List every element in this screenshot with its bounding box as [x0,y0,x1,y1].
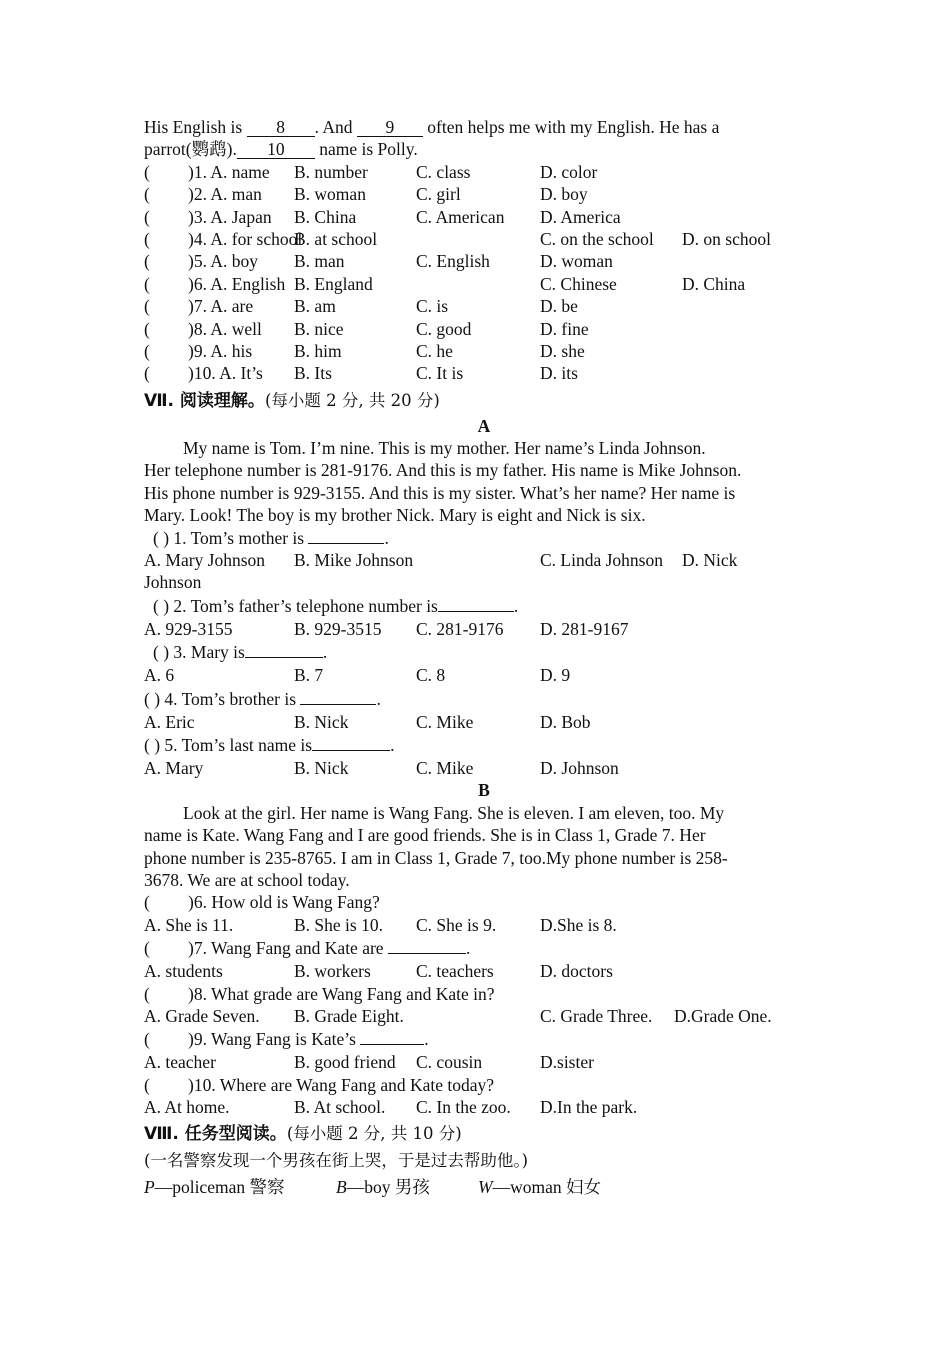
cloze-question-row [144,206,824,228]
cloze-question-row [144,340,824,362]
options-a2 [144,618,824,640]
answer-paren: ( [144,340,150,361]
question-text: ( ) 1. Tom’s mother is [153,527,305,548]
cloze-question-row [144,228,824,250]
option: A. 929-3155 [144,618,233,639]
option: A. At home. [144,1097,230,1118]
cloze-question-row [144,295,824,317]
cloze-option-d: D. be [540,296,578,317]
cloze-question-option-a: )3. A. Japan [188,206,272,227]
answer-paren: ( [144,184,150,205]
option: D. Bob [540,711,591,732]
option: B. Grade Eight. [294,1005,404,1026]
answer-blank [388,937,466,954]
cloze-option-d: D. its [540,363,578,384]
cloze-question-option-a: )6. A. English [188,273,286,294]
section-8-heading [144,1118,824,1148]
question-text: ( ) 4. Tom’s brother is [144,688,297,709]
passage-b-line: phone number is 235-8765. I am in Class 1, Grade 7, too.My phone number is 258- [144,847,728,868]
passage-a-line: Mary. Look! The boy is my brother Nick. Mary is eight and Nick is six. [144,505,646,526]
question-a3: ( ) 3. Mary is . [153,642,328,663]
cloze-option-c: C. girl [416,184,461,205]
answer-paren: ( [144,296,150,317]
cloze-option-c: C. Chinese [540,273,617,294]
cloze-text: often helps me with my English. He has a [422,117,720,137]
cloze-question-option-a: )9. A. his [188,340,253,361]
role-value: —woman 妇女 [492,1177,601,1198]
cloze-option-b: B. nice [294,318,344,339]
cloze-option-c: C. is [416,296,449,317]
answer-blank [300,688,376,705]
blank-9: 9 [357,118,423,137]
option: C. Grade Three. [540,1005,653,1026]
options-b7 [144,960,824,982]
options-a1 [144,549,824,571]
passage-b-line: 3678. We are at school today. [144,869,350,890]
answer-blank [438,595,514,612]
cloze-option-c: C. on the school [540,228,654,249]
option: A. Grade Seven. [144,1005,260,1026]
section-title: Ⅷ. 任务型阅读。 [144,1124,287,1145]
cloze-question-row [144,250,824,272]
cloze-question-row [144,161,824,183]
question-b10: ( )10. Where are Wang Fang and Kate today? [144,1074,495,1095]
option: B. At school. [294,1097,386,1118]
option: B. Nick [294,757,349,778]
question-b6: ( )6. How old is Wang Fang? [144,892,380,913]
question-text: )7. Wang Fang and Kate are [188,938,384,959]
cloze-line-2 [144,138,824,160]
option: C. 281-9176 [416,618,504,639]
question-a5: ( ) 5. Tom’s last name is . [144,734,395,755]
cloze-option-b: B. number [294,161,368,182]
passage-b-label: B [478,780,490,801]
passage-b-line: Look at the girl. Her name is Wang Fang. She is eleven. I am eleven, too. My [183,802,725,823]
cloze-question-option-a: )10. A. It’s [188,363,263,384]
cloze-option-c: C. good [416,318,472,339]
passage-a-label: A [477,415,491,436]
option: D. 9 [540,665,571,686]
question-text: )8. What grade are Wang Fang and Kate in? [188,983,495,1004]
cloze-option-b: B. him [294,340,342,361]
answer-paren: ( [144,318,150,339]
option: B. She is 10. [294,914,383,935]
answer-paren: ( [144,206,150,227]
cloze-question-row [144,318,824,340]
cloze-option-b: B. at school [294,228,378,249]
option: D. Nick [682,550,738,571]
question-text: ( ) 2. Tom’s father’s telephone number is [153,595,438,616]
option: B. workers [294,961,371,982]
option: C. She is 9. [416,914,497,935]
cloze-option-d: D. boy [540,184,588,205]
option: A. students [144,961,223,982]
option: C. Mike [416,711,474,732]
option: B. Mike Johnson [294,550,414,571]
cloze-option-d: D. on school [682,228,771,249]
cloze-option-d: D. fine [540,318,589,339]
section-7-heading [144,385,824,415]
option: D. Johnson [540,757,619,778]
options-b9 [144,1051,824,1073]
section-score: (每小题 2 分, 共 20 分) [264,390,440,410]
answer-blank [308,527,384,544]
question-a1: ( ) 1. Tom’s mother is . [153,527,389,548]
cloze-text: parrot(鹦鹉). [144,139,237,160]
cloze-text: His English is [144,117,247,137]
options-a1-wrap: Johnson [144,572,202,593]
question-text: )6. How old is Wang Fang? [188,892,380,913]
cloze-question-option-a: )2. A. man [188,184,262,205]
cloze-option-b: B. woman [294,184,366,205]
section-8-intro: (一名警察发现一个男孩在街上哭，于是过去帮助他。) [144,1151,529,1171]
role-key: P [144,1177,155,1198]
option: C. Linda Johnson [540,550,663,571]
section-title: Ⅶ. 阅读理解。 [144,390,265,411]
cloze-question-option-a: )1. A. name [188,161,270,182]
passage-a-line: His phone number is 929-3155. And this is my sister. What’s her name? Her name is [144,482,736,503]
question-a4: ( ) 4. Tom’s brother is . [144,688,381,709]
answer-paren: ( [144,273,150,294]
worksheet-page [144,116,824,1200]
options-a5 [144,757,824,779]
option: C. cousin [416,1052,483,1073]
option: D.Grade One. [674,1005,772,1026]
option: B. Nick [294,711,349,732]
cloze-option-b: B. Its [294,363,332,384]
cloze-option-c: C. It is [416,363,464,384]
answer-blank [312,734,390,751]
cloze-option-b: B. China [294,206,357,227]
cloze-text: . And [314,117,357,137]
option: B. good friend [294,1052,396,1073]
cloze-question-option-a: )7. A. are [188,296,254,317]
cloze-question-option-a: )4. A. for school [188,228,303,249]
question-b7: ( )7. Wang Fang and Kate are . [144,938,471,959]
option: A. Mary [144,757,204,778]
cloze-option-d: D. she [540,340,585,361]
role-key: W [478,1177,493,1198]
answer-blank [245,641,323,658]
question-text: )10. Where are Wang Fang and Kate today? [188,1074,495,1095]
option: A. Mary Johnson [144,550,266,571]
option: C. Mike [416,757,474,778]
answer-paren: ( [144,228,150,249]
cloze-question-option-a: )5. A. boy [188,251,258,272]
option: A. 6 [144,665,175,686]
option: B. 929-3515 [294,618,382,639]
options-b6 [144,914,824,936]
cloze-text: name is Polly. [314,139,418,160]
option: C. In the zoo. [416,1097,511,1118]
option: D. 281-9167 [540,618,629,639]
option: A. Eric [144,711,195,732]
cloze-question-list [144,161,824,385]
section-score: (每小题 2 分, 共 10 分) [286,1124,462,1144]
role-legend [144,1174,824,1200]
option: D.In the park. [540,1097,638,1118]
cloze-line-1 [144,116,824,138]
question-b8: ( )8. What grade are Wang Fang and Kate in? [144,983,495,1004]
role-key: B [336,1177,347,1198]
cloze-option-b: B. man [294,251,345,272]
cloze-option-d: D. woman [540,251,613,272]
option: A. She is 11. [144,914,234,935]
question-text: ( ) 5. Tom’s last name is [144,734,313,755]
option: A. teacher [144,1052,216,1073]
question-text: )9. Wang Fang is Kate’s [188,1029,356,1050]
option: D.She is 8. [540,914,617,935]
cloze-option-b: B. England [294,273,373,294]
cloze-option-b: B. am [294,296,336,317]
options-a4 [144,711,824,733]
option: B. 7 [294,665,324,686]
passage-a-line: Her telephone number is 281-9176. And this is my father. His name is Mike Johnson. [144,460,742,481]
role-value: —policeman 警察 [154,1177,285,1198]
cloze-question-row [144,183,824,205]
question-a2: ( ) 2. Tom’s father’s telephone number is . [153,595,519,616]
cloze-option-c: C. he [416,340,453,361]
options-a3 [144,664,824,686]
blank-10: 10 [237,140,315,159]
cloze-option-c: C. American [416,206,505,227]
options-b8 [144,1005,824,1027]
answer-paren: ( [144,161,150,182]
cloze-option-d: D. color [540,161,598,182]
cloze-option-c: C. English [416,251,490,272]
cloze-option-d: D. China [682,273,746,294]
answer-blank [360,1028,424,1045]
question-text: ( ) 3. Mary is [153,642,245,663]
cloze-option-c: C. class [416,161,471,182]
option: C. 8 [416,665,446,686]
blank-8: 8 [247,118,315,137]
passage-b-line: name is Kate. Wang Fang and I are good friends. She is in Class 1, Grade 7. Her [144,825,706,846]
question-b9: ( )9. Wang Fang is Kate’s . [144,1029,429,1050]
answer-paren: ( [144,251,150,272]
cloze-question-row [144,362,824,384]
cloze-question-option-a: )8. A. well [188,318,262,339]
option: C. teachers [416,961,494,982]
options-b10 [144,1096,824,1118]
answer-paren: ( [144,363,150,384]
option: D.sister [540,1052,594,1073]
role-value: —boy 男孩 [346,1177,430,1198]
option: D. doctors [540,961,613,982]
passage-a-line: My name is Tom. I’m nine. This is my mother. Her name’s Linda Johnson. [183,438,706,459]
cloze-option-d: D. America [540,206,621,227]
cloze-question-row [144,273,824,295]
